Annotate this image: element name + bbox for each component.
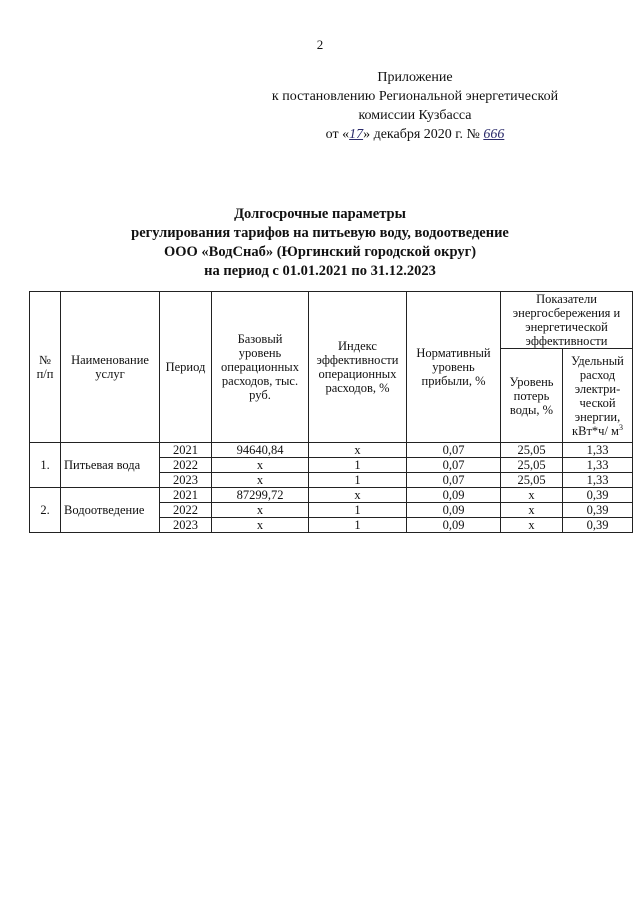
cell-period: 2021 (160, 443, 212, 458)
cell-water-loss: 25,05 (501, 443, 563, 458)
cell-normative-profit: 0,07 (407, 473, 501, 488)
parameters-table (29, 291, 633, 533)
table-row (30, 488, 633, 503)
cell-period: 2023 (160, 473, 212, 488)
appendix-block (250, 68, 580, 144)
cell-efficiency-index: х (309, 488, 407, 503)
row-service: Водоотведение (61, 488, 160, 533)
header-specific-use-sup: 3 (618, 422, 623, 432)
cell-specific-use: 1,33 (563, 443, 633, 458)
header-specific-use-text: Удельный расход электри-ческой энергии, кВт*ч/ м (571, 353, 624, 438)
title-line-2: регулирования тарифов на питьевую воду, водоотведение (131, 225, 509, 241)
cell-specific-use: 0,39 (563, 503, 633, 518)
cell-base-level: х (212, 503, 309, 518)
cell-efficiency-index: 1 (309, 458, 407, 473)
header-specific-use (563, 349, 633, 443)
row-service: Питьевая вода (61, 443, 160, 488)
title-line-3: ООО «ВодСнаб» (Юргинский городской округ) (163, 244, 477, 260)
handwritten-day: 17 (349, 127, 364, 142)
title-line-1: Долгосрочные параметры (234, 206, 406, 222)
cell-specific-use: 0,39 (563, 518, 633, 533)
cell-specific-use: 1,33 (563, 458, 633, 473)
header-efficiency-index: Индекс эффективности операционных расходов, % (309, 292, 407, 443)
cell-normative-profit: 0,07 (407, 443, 501, 458)
cell-base-level: х (212, 518, 309, 533)
cell-efficiency-index: 1 (309, 518, 407, 533)
cell-period: 2022 (160, 458, 212, 473)
cell-water-loss: 25,05 (501, 458, 563, 473)
handwritten-number: 666 (483, 127, 505, 142)
header-base-level: Базовый уровень операционных расходов, тыс. руб. (212, 292, 309, 443)
date-middle: » декабря 2020 г. № (363, 127, 480, 142)
cell-normative-profit: 0,09 (407, 488, 501, 503)
page-number: 2 (316, 37, 324, 52)
title-line-4: на период с 01.01.2021 по 31.12.2023 (204, 263, 436, 279)
cell-period: 2021 (160, 488, 212, 503)
document-title (0, 205, 640, 281)
cell-base-level: х (212, 458, 309, 473)
header-num: № п/п (30, 292, 61, 443)
header-energy-group: Показатели энергосбережения и энергетической эффективности (501, 292, 633, 349)
header-period: Период (160, 292, 212, 443)
date-prefix: от « (325, 127, 350, 142)
appendix-ref: к постановлению Региональной энергетической (271, 89, 559, 104)
appendix-date-line (250, 125, 580, 144)
cell-efficiency-index: х (309, 443, 407, 458)
cell-normative-profit: 0,09 (407, 518, 501, 533)
table-row (30, 443, 633, 458)
cell-normative-profit: 0,07 (407, 458, 501, 473)
cell-water-loss: х (501, 488, 563, 503)
cell-period: 2023 (160, 518, 212, 533)
cell-efficiency-index: 1 (309, 473, 407, 488)
cell-base-level: х (212, 473, 309, 488)
appendix-ref-authority: комиссии Кузбасса (358, 108, 472, 123)
header-normative-profit: Нормативный уровень прибыли, % (407, 292, 501, 443)
header-water-loss: Уровень потерь воды, % (501, 349, 563, 443)
cell-normative-profit: 0,09 (407, 503, 501, 518)
cell-efficiency-index: 1 (309, 503, 407, 518)
cell-specific-use: 0,39 (563, 488, 633, 503)
cell-water-loss: 25,05 (501, 473, 563, 488)
row-num: 1. (30, 443, 61, 488)
row-num: 2. (30, 488, 61, 533)
header-service: Наименование услуг (61, 292, 160, 443)
cell-base-level: 94640,84 (212, 443, 309, 458)
cell-specific-use: 1,33 (563, 473, 633, 488)
cell-water-loss: х (501, 518, 563, 533)
cell-period: 2022 (160, 503, 212, 518)
cell-base-level: 87299,72 (212, 488, 309, 503)
appendix-title: Приложение (377, 70, 453, 85)
cell-water-loss: х (501, 503, 563, 518)
